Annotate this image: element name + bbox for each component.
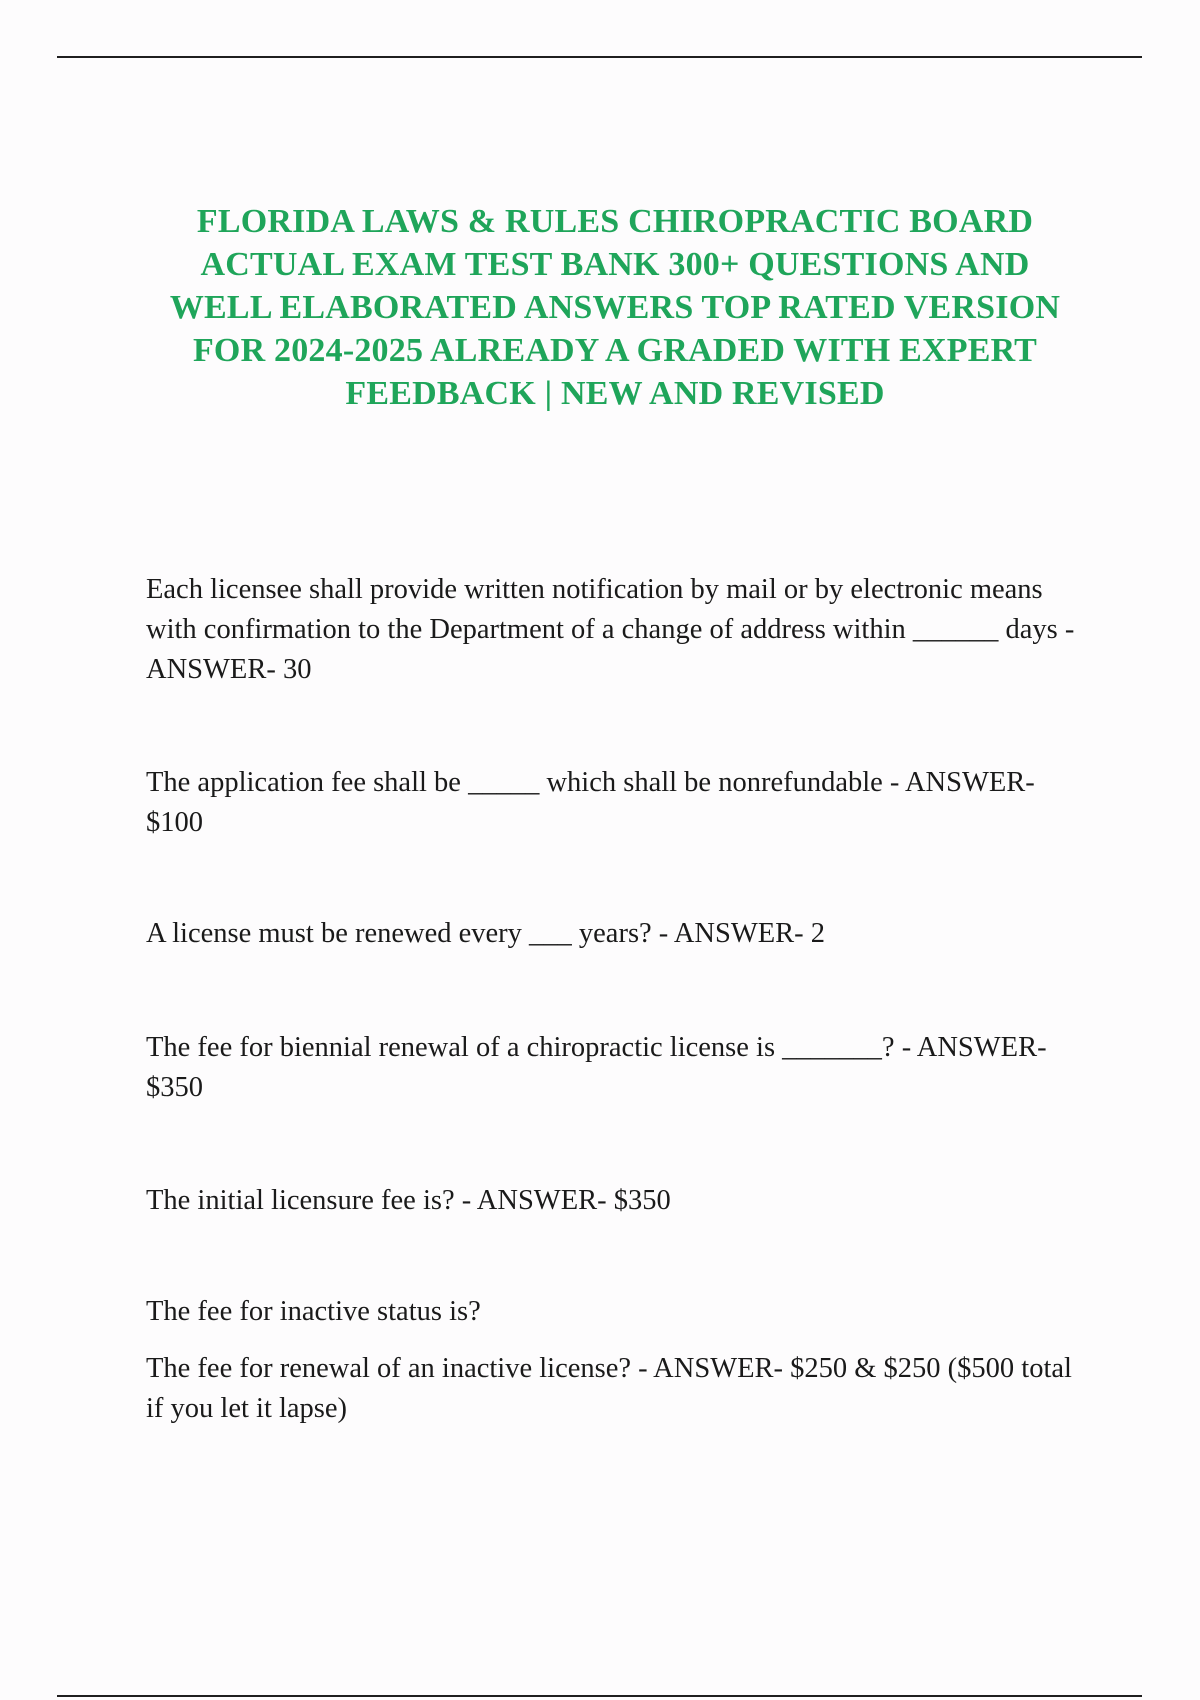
qa-item-application-fee: The application fee shall be _____ which shall be nonrefundable - ANSWER- $100: [146, 767, 1035, 838]
document-title: FLORIDA LAWS & RULES CHIROPRACTIC BOARD ACTUAL EXAM TEST BANK 300+ QUESTIONS AND WELL ELABORATED ANSWERS TOP RATED VERSION FOR 2024-2025 ALREADY A GRADED WITH EXPERT FEEDBACK | NEW AND REVISED: [169, 203, 1061, 412]
qa-item-initial-fee: The initial licensure fee is? - ANSWER- $350: [146, 1185, 671, 1216]
qa-item-inactive-status-question: The fee for inactive status is?: [146, 1296, 481, 1327]
qa-item-renewal-period: A license must be renewed every ___ years? - ANSWER- 2: [146, 918, 826, 949]
bottom-divider: [57, 1695, 1142, 1697]
qa-item-biennial-fee: The fee for biennial renewal of a chiropractic license is _______? - ANSWER- $350: [146, 1032, 1047, 1103]
qa-item-address-change: Each licensee shall provide written notification by mail or by electronic means with confirmation to the Department of a change of address within ______ days - ANSWER- 30: [146, 574, 1075, 685]
qa-item-inactive-renewal: The fee for renewal of an inactive license? - ANSWER- $250 & $250 ($500 total if you let it lapse): [146, 1353, 1072, 1424]
top-divider: [57, 56, 1142, 58]
